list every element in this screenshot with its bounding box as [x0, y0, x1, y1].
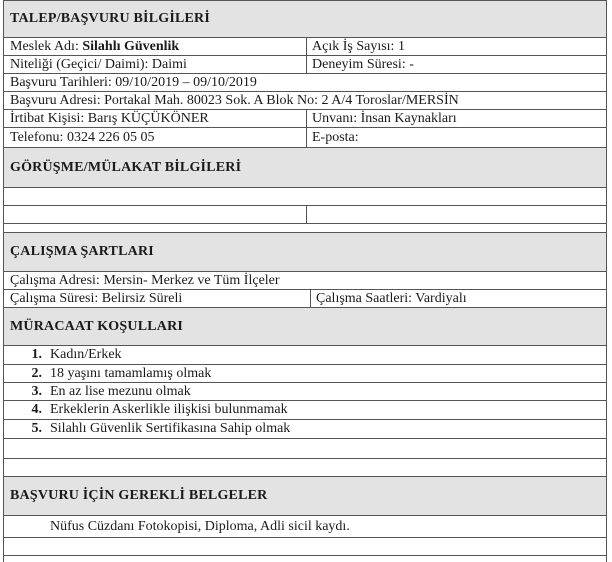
row-irtibat	[4, 110, 606, 128]
basvuru-tarihleri-cell: Başvuru Tarihleri: 09/10/2019 – 09/10/2019	[10, 74, 257, 90]
list-number: 2.	[31, 365, 42, 381]
section-title: ÇALIŞMA ŞARTLARI	[10, 244, 154, 259]
row-muracaat-empty	[4, 439, 606, 459]
telefon-cell: Telefonu: 0324 226 05 05	[10, 129, 155, 145]
meslek-label: Meslek Adı:	[10, 38, 79, 54]
list-text: Erkeklerin Askerlikle ilişkisi bulunmamak	[50, 402, 288, 417]
row-belgeler-empty	[4, 538, 606, 556]
list-item	[4, 346, 606, 365]
list-text: Kadın/Erkek	[50, 347, 122, 362]
section-title: GÖRÜŞME/MÜLAKAT BİLGİLERİ	[10, 159, 242, 175]
row-meslek	[4, 38, 606, 56]
eposta-cell: E-posta:	[312, 129, 359, 145]
list-number: 3.	[31, 383, 42, 399]
row-niteligi	[4, 56, 606, 74]
section-header-talep	[4, 0, 606, 38]
row-basvuru-tarihleri	[4, 74, 606, 92]
list-text: Silahlı Güvenlik Sertifikasına Sahip olmak	[50, 421, 291, 436]
niteligi-cell: Niteliği (Geçici/ Daimi): Daimi	[10, 56, 187, 72]
list-text: En az lise mezunu olmak	[50, 383, 191, 399]
row-belgeler	[4, 516, 606, 538]
row-gorusme-empty-2	[4, 206, 606, 224]
unvan-cell: Unvanı: İnsan Kaynakları	[312, 110, 457, 126]
belgeler-text: Nüfus Cüzdanı Fotokopisi, Diploma, Adli sicil kaydı.	[50, 518, 350, 534]
calisma-saatleri-cell: Çalışma Saatleri: Vardiyalı	[316, 290, 467, 306]
list-item	[4, 420, 606, 439]
row-calisma-sure	[4, 290, 606, 308]
row-calisma-adresi	[4, 272, 606, 290]
list-item	[4, 383, 606, 401]
section-title: TALEP/BAŞVURU BİLGİLERİ	[10, 11, 210, 26]
section-header-belgeler	[4, 476, 606, 516]
meslek-value: Silahlı Güvenlik	[82, 38, 180, 54]
acik-is-cell: Açık İş Sayısı: 1	[312, 38, 405, 54]
meslek-cell	[4, 38, 304, 55]
list-number: 1.	[31, 347, 42, 362]
list-item	[4, 365, 606, 383]
section-header-gorusme	[4, 148, 606, 188]
calisma-adresi-cell: Çalışma Adresi: Mersin- Merkez ve Tüm İlçeler	[10, 272, 280, 288]
application-form	[3, 0, 607, 562]
section-header-muracaat	[4, 308, 606, 346]
list-text: 18 yaşını tamamlamış olmak	[50, 365, 212, 381]
section-title: BAŞVURU İÇİN GEREKLİ BELGELER	[10, 488, 268, 503]
deneyim-cell: Deneyim Süresi: -	[312, 56, 414, 72]
row-telefon	[4, 128, 606, 148]
section-header-calisma	[4, 232, 606, 272]
list-item	[4, 401, 606, 420]
list-number: 4.	[31, 402, 42, 417]
calisma-suresi-cell: Çalışma Süresi: Belirsiz Süreli	[10, 290, 183, 306]
list-number: 5.	[31, 421, 42, 436]
basvuru-adresi-cell: Başvuru Adresi: Portakal Mah. 80023 Sok. A Blok No: 2 A/4 Toroslar/MERSİN	[10, 92, 459, 108]
irtibat-cell: İrtibat Kişisi: Barış KÜÇÜKÖNER	[10, 110, 209, 126]
row-basvuru-adresi	[4, 92, 606, 110]
row-gorusme-empty-1	[4, 188, 606, 206]
section-title: MÜRACAAT KOŞULLARI	[10, 318, 184, 334]
